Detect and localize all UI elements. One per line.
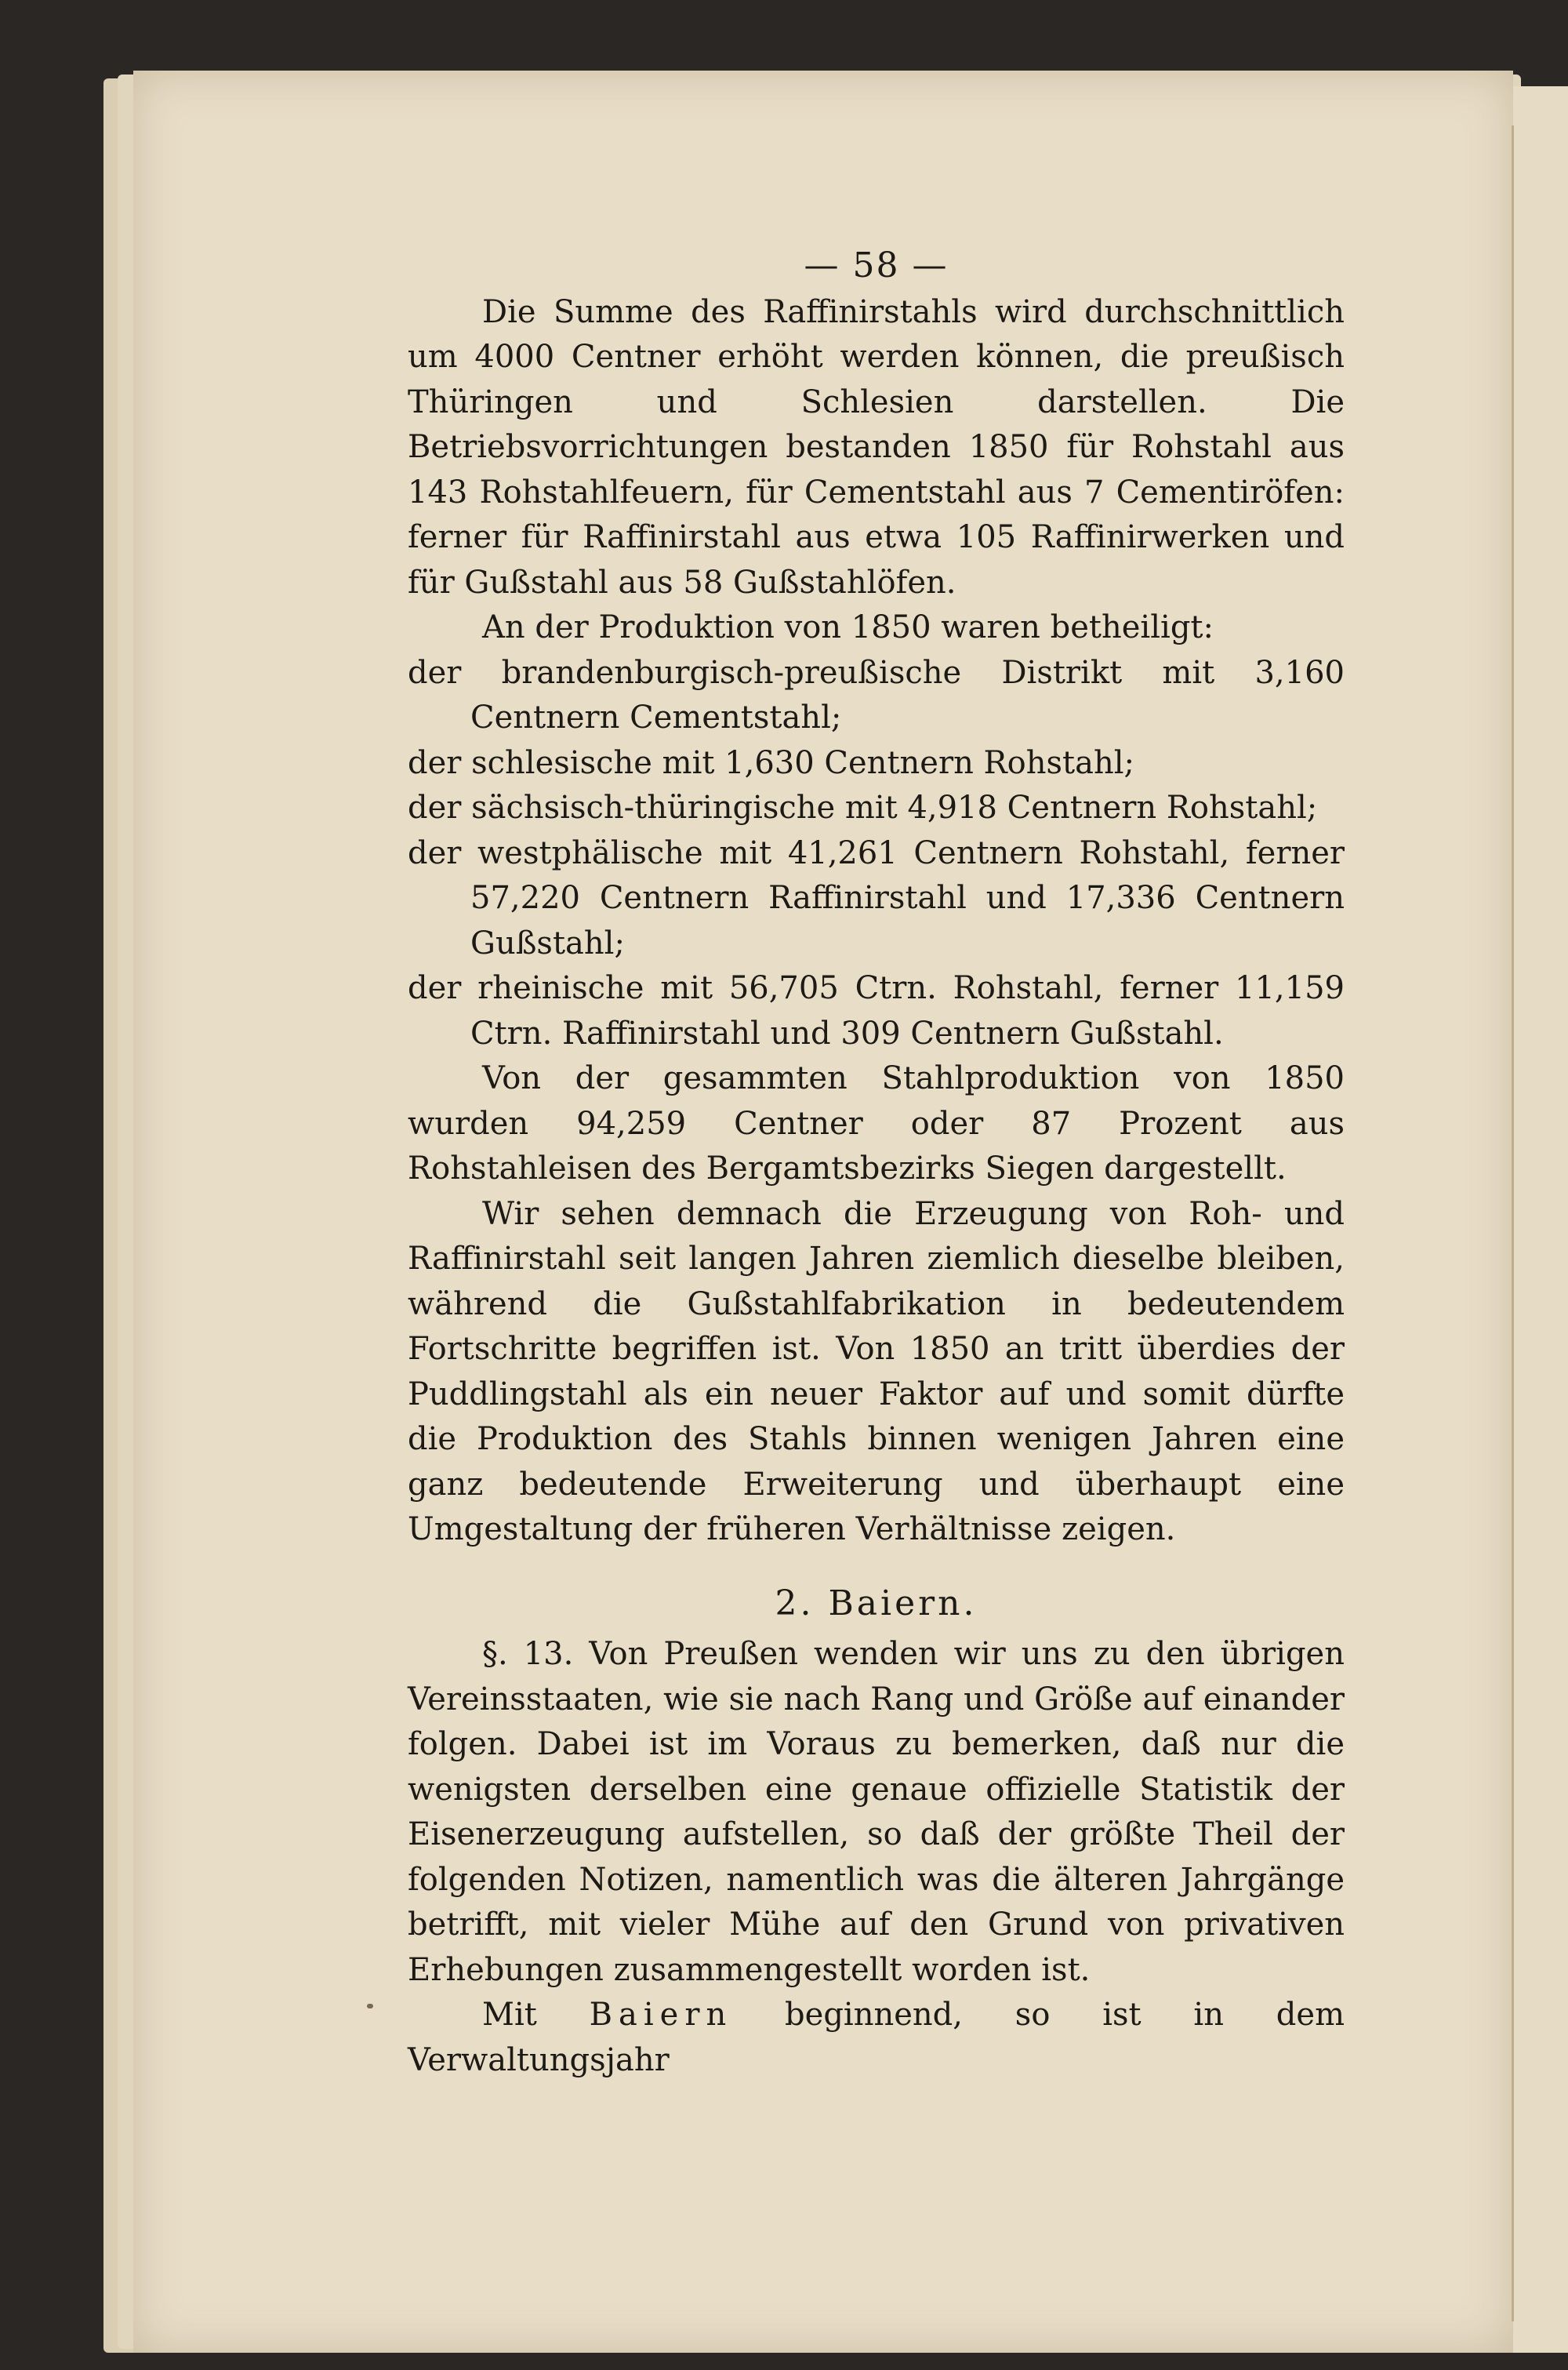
paragraph: Die Summe des Raffinirstahls wird durchschnittlich um 4000 Centner erhöht werden können, die preußisch Thüringen und Schlesien darstellen. Die Betriebsvorrichtungen bestanden 1850 für Rohstahl aus 143 Rohstahlfeuern, für Cementstahl aus 7 Cementiröfen: ferner für Raffinirstahl aus etwa 105 Raffinirwerken und für Gußstahl aus 58 Gußstahlöfen.	[408, 293, 1345, 601]
list-item: der brandenburgisch-preußische Distrikt mit 3,160 Centnern Cementstahl;	[408, 654, 1345, 736]
paragraph-start: Mit	[482, 1997, 537, 2033]
paragraph	[408, 1993, 1345, 2083]
list-item: der schlesische mit 1,630 Centnern Rohstahl;	[408, 744, 1134, 781]
paragraph-rest: beginnend, so ist in dem Verwaltungsjahr	[408, 1997, 1345, 2078]
section-number: 2.	[775, 1583, 815, 1623]
list-item: der rheinische mit 56,705 Ctrn. Rohstahl, ferner 11,159 Ctrn. Raffinirstahl und 309 Centnern Gußstahl.	[408, 970, 1345, 1052]
paragraph: Wir sehen demnach die Erzeugung von Roh- und Raffinirstahl seit langen Jahren ziemlich dieselbe bleiben, während die Gußstahlfabrikation in bedeutendem Fortschritte begriffen ist. Von 1850 an tritt überdies der Puddlingstahl als ein neuer Faktor auf und somit dürfte die Produktion des Stahls binnen wenigen Jahren eine ganz bedeutende Erweiterung und überhaupt eine Umgestaltung der früheren Verhältnisse zeigen.	[408, 1195, 1345, 1547]
list-lead-in: An der Produktion von 1850 waren betheiligt:	[482, 609, 1214, 645]
facing-page-edge	[1513, 86, 1568, 2353]
list-item: der westphälische mit 41,261 Centnern Rohstahl, ferner 57,220 Centnern Raffinirstahl und 17,336 Centnern Gußstahl;	[408, 834, 1345, 961]
section-title: Baiern.	[828, 1583, 978, 1623]
page-number: — 58 —	[804, 245, 949, 285]
emphasized-word: Baiern	[589, 1997, 733, 2033]
page-text	[408, 243, 1345, 2083]
page-gutter	[1512, 125, 1514, 2321]
paragraph: §. 13. Von Preußen wenden wir uns zu den übrigen Vereinsstaaten, wie sie nach Rang und Größe auf einander folgen. Dabei ist im Voraus zu bemerken, daß nur die wenigsten derselben eine genaue offizielle Statistik der Eisenerzeugung aufstellen, so daß der größte Theil der folgenden Notizen, namentlich was die älteren Jahrgänge betrifft, mit vieler Mühe auf den Grund von privativen Erhebungen zusammengestellt worden ist.	[408, 1636, 1345, 1988]
section-heading	[408, 1581, 1345, 1627]
list-item: der sächsisch-thüringische mit 4,918 Centnern Rohstahl;	[408, 790, 1318, 826]
ink-speck	[367, 2004, 373, 2008]
paragraph: Von der gesammten Stahlproduktion von 1850 wurden 94,259 Centner oder 87 Prozent aus Rohstahleisen des Bergamtsbezirks Siegen dargestellt.	[408, 1060, 1345, 1187]
